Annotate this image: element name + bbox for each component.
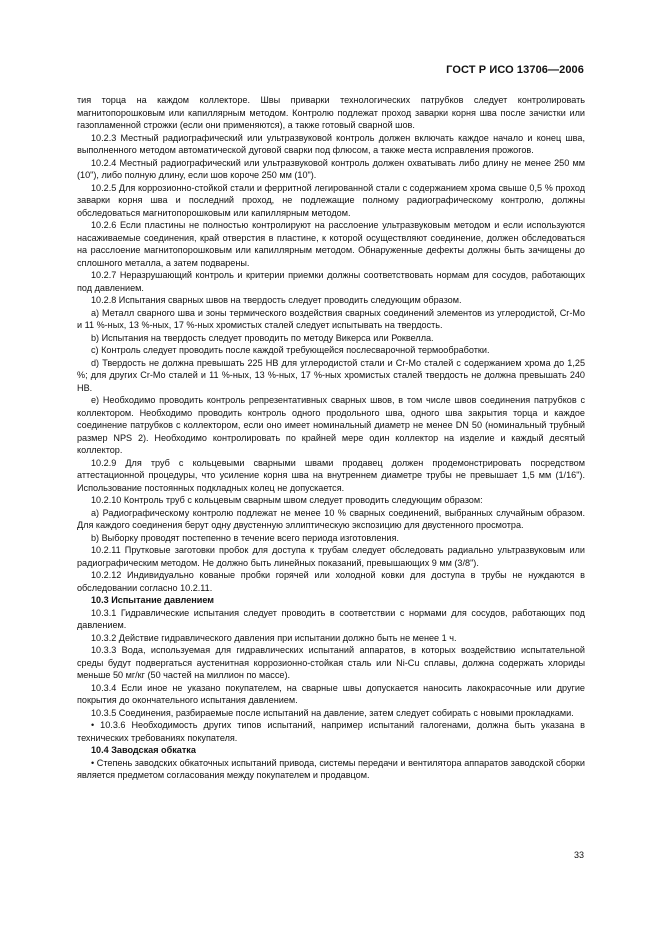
paragraph-10-2-10: 10.2.10 Контроль труб с кольцевым сварным швом следует проводить следующим образом: — [91, 495, 483, 505]
paragraph-10-2-12: 10.2.12 Индивидуально кованые пробки горячей или холодной ковки для доступа в трубы не нуждаются в обследовании согласно 10.2.11. — [77, 570, 585, 593]
paragraph-10-3-4: 10.3.4 Если иное не указано покупателем, на сварные швы допускается наносить лакокрасочные или другие покрытия до окончательного испытания давлением. — [77, 682, 585, 705]
paragraph-10-2-8: 10.2.8 Испытания сварных швов на твердость следует проводить следующим образом. — [91, 295, 462, 305]
section-heading-10-3: 10.3 Испытание давлением — [91, 595, 215, 605]
page-number: 33 — [573, 850, 584, 860]
paragraph-continuation: тия торца на каждом коллекторе. Швы приварки технологических патрубков следует контролировать магнитопорошковым или капиллярным методом. Контролю подлежат проход заварки корня шва после зачистки или газопламенной строжки (если они применяются), а также готовый сварной шов. — [77, 95, 585, 130]
list-item-a: а) Радиографическому контролю подлежат не менее 10 % сварных соединений, выбранных случайным образом. Для каждого соединения берут одну двустенную эллиптическую экспозицию для двустенного просмотра. — [77, 507, 585, 530]
paragraph-10-2-7: 10.2.7 Неразрушающий контроль и критерии приемки должны соответствовать нормам для сосудов, работающих под давлением. — [77, 270, 585, 293]
document-body — [77, 94, 585, 782]
list-item-d: d) Твердость не должна превышать 225 НВ для углеродистой стали и Cr-Mo сталей с содержанием хрома до 1,25 %; для других Cr-Mo сталей и 11 %-ных, 13 %-ных, 17 %-ных хромистых сталей твердость не должна превышать 240 НВ. — [77, 357, 585, 393]
paragraph-10-2-3: 10.2.3 Местный радиографический или ультразвуковой контроль должен включать каждое начало и конец шва, выполненного методом автоматической дуговой сварки под флюсом, а также места исправления прожогов. — [77, 132, 585, 155]
list-item-e: е) Необходимо проводить контроль репрезентативных сварных швов, в том числе швов соединения патрубков с коллектором. Необходимо проводить контроль одного продольного шва, одного шва закрытия торца и каждое соединение патрубков с коллектором, если оно имеет номинальный диаметр не менее DN 50 (номинальный трубный размер NPS 2). Необходимо контролировать по крайней мере один коллектор на изделие и каждый десятый коллектор. — [77, 395, 585, 455]
paragraph-10-4: • Степень заводских обкаточных испытаний привода, системы передачи и вентилятора аппаратов заводской сборки является предметом согласования между покупателем и продавцом. — [77, 757, 585, 780]
paragraph-10-3-1: 10.3.1 Гидравлические испытания следует проводить в соответствии с нормами для сосудов, работающих под давлением. — [77, 607, 585, 630]
paragraph-10-3-2: 10.3.2 Действие гидравлического давления при испытании должно быть не менее 1 ч. — [91, 632, 457, 643]
document-code-header: ГОСТ Р ИСО 13706—2006 — [446, 64, 584, 76]
section-heading-10-4: 10.4 Заводская обкатка — [91, 745, 196, 755]
list-item-a: а) Металл сварного шва и зоны термического воздействия сварных соединений элементов из углеродистой, Cr-Mo и 11 %-ных, 13 %-ных, 17 %-ных хромистых сталей следует испытывать на твердость. — [77, 307, 585, 330]
list-item-c: c) Контроль следует проводить после каждой требующейся послесварочной термообработки. — [91, 345, 490, 355]
paragraph-10-2-9: 10.2.9 Для труб с кольцевыми сварными швами продавец должен продемонстрировать посредством аттестационной процедуры, что усиление корня шва на внутреннем диаметре трубы не превышает 1,5 мм (1/16"). Использование постоянных подкладных колец не допускается. — [77, 457, 585, 493]
paragraph-10-2-11: 10.2.11 Прутковые заготовки пробок для доступа к трубам следует обследовать радиально ультразвуковым или радиографическим методом. Не должно быть линейных показаний, превышающих 9 мм (3/8"). — [77, 545, 585, 568]
paragraph-10-3-6: • 10.3.6 Необходимость других типов испытаний, например испытаний галогенами, должна быть указана в технических требованиях покупателя. — [77, 720, 585, 743]
paragraph-10-2-4: 10.2.4 Местный радиографический или ультразвуковой контроль должен охватывать либо длину не менее 250 мм (10"), либо полную длину, если шов короче 250 мм (10"). — [77, 157, 585, 180]
list-item-b: b) Испытания на твердость следует проводить по методу Викерса или Роквелла. — [91, 332, 434, 343]
list-item-b: b) Выборку проводят постепенно в течение всего периода изготовления. — [91, 532, 399, 543]
paragraph-10-2-5: 10.2.5 Для коррозионно-стойкой стали и ферритной легированной стали с содержанием хрома свыше 0,5 % проход заварки корня шва и последний проход, не подлежащие полному радиографическому контролю, должны обследоваться магнитопорошковым или капиллярным методом. — [77, 182, 585, 218]
paragraph-10-3-5: 10.3.5 Соединения, разбираемые после испытаний на давление, затем следует собирать с новыми прокладками. — [91, 707, 574, 718]
paragraph-10-2-6: 10.2.6 Если пластины не полностью контролируют на расслоение ультразвуковым методом и если используются насаживаемые соединения, край отверстия в пластине, к которой осуществляют соединение, должен обследоваться на расслоение магнитопорошковым или капиллярным методом. Обнаруженные дефекты должны быть зачищены до сплошного металла, а затем подварены. — [77, 220, 585, 268]
paragraph-10-3-3: 10.3.3 Вода, используемая для гидравлических испытаний аппаратов, в которых воздействию испытательной среды будут подвергаться аустенитная коррозионно-стойкая сталь или Ni-Cu сплавы, должна содержать хлориды меньше 50 мг/кг (50 частей на миллион по массе). — [77, 645, 585, 680]
